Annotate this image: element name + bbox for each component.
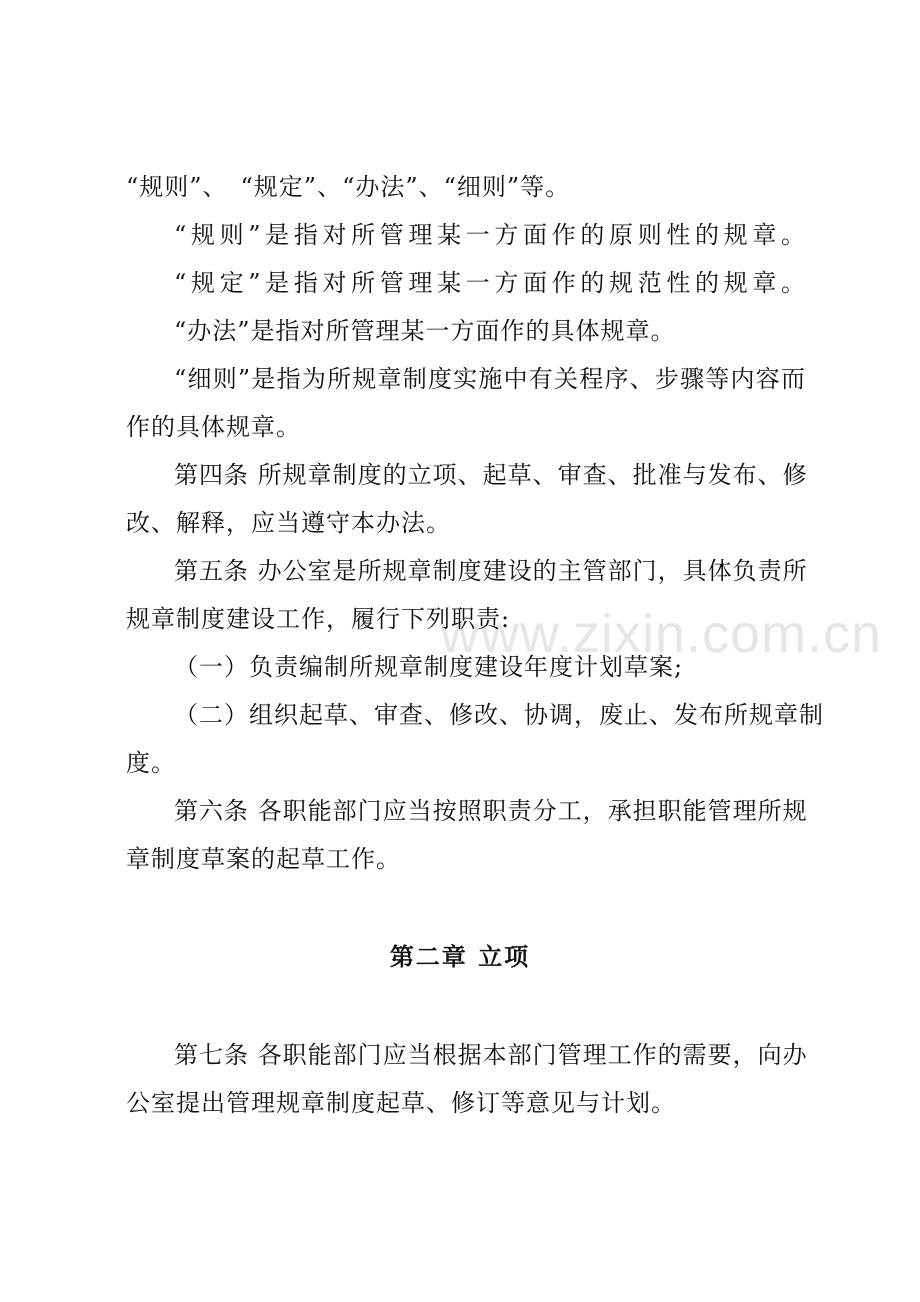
body-line: 第五条 办公室是所规章制度建设的主管部门，具体负责所 [174, 557, 808, 585]
body-line: （二）组织起草、审查、修改、协调，废止、发布所规章制 [174, 701, 824, 729]
body-line: 公室提出管理规章制度起草、修订等意见与计划。 [126, 1089, 676, 1117]
body-line: “办法”是指对所管理某一方面作的具体规章。 [174, 317, 676, 345]
body-line: 作的具体规章。 [126, 413, 301, 441]
body-line: “规则”、 “规定”、“办法”、“细则”等。 [126, 173, 571, 201]
body-line: 章制度草案的起草工作。 [126, 845, 401, 873]
body-line: 度。 [126, 749, 176, 777]
body-line: 第六条 各职能部门应当按照职责分工，承担职能管理所规 [174, 797, 808, 825]
body-line: “规定”是指对所管理某一方面作的规范性的规章。 [174, 269, 806, 297]
body-line: 改、解释，应当遵守本办法。 [126, 509, 451, 537]
body-line: 第七条 各职能部门应当根据本部门管理工作的需要，向办 [174, 1041, 808, 1069]
watermark: www.zixin.com.cn [440, 604, 883, 664]
body-line: 第四条 所规章制度的立项、起草、审查、批准与发布、修 [174, 461, 808, 489]
chapter-heading: 第二章 立项 [389, 943, 531, 971]
body-line: “细则”是指为所规章制度实施中有关程序、步骤等内容而 [174, 365, 806, 393]
body-line: “规则”是指对所管理某一方面作的原则性的规章。 [174, 221, 806, 249]
body-line: （一）负责编制所规章制度建设年度计划草案; [174, 653, 684, 681]
body-line: 规章制度建设工作，履行下列职责: [126, 605, 511, 633]
